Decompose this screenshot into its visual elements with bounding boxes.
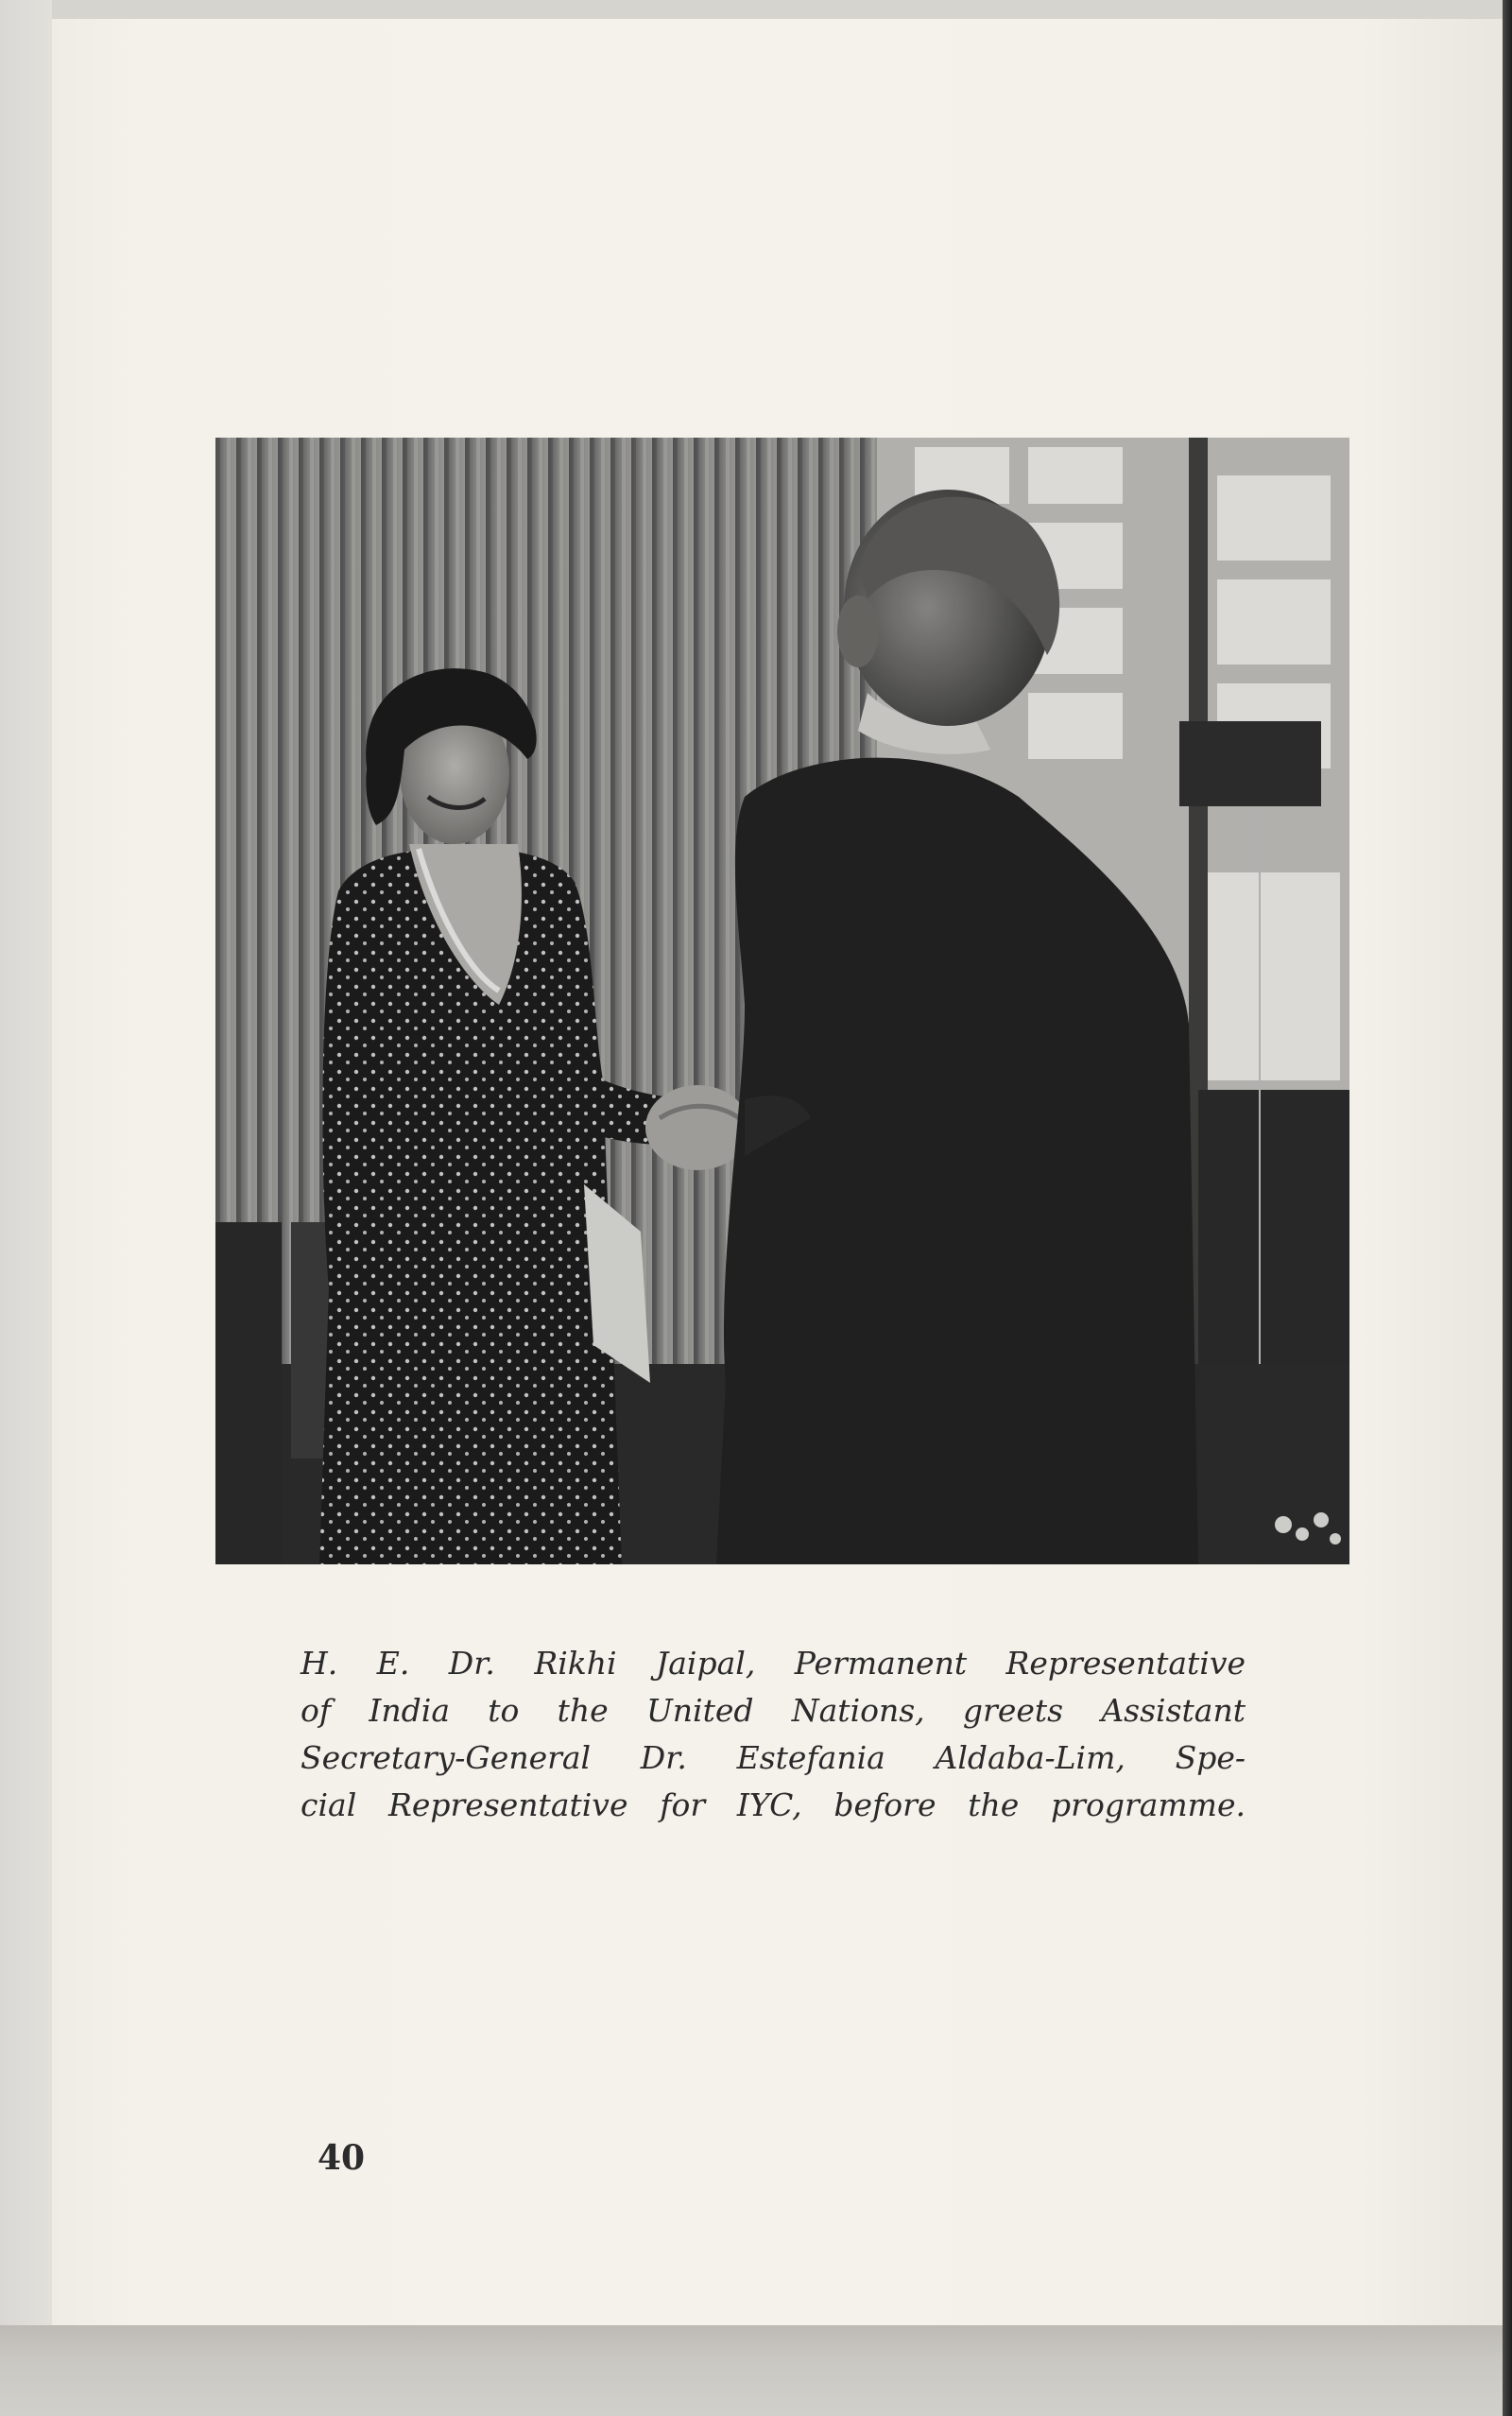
photo-caption	[301, 1640, 1246, 1829]
caption-line-2: of India to the United Nations, greets Assistant	[301, 1692, 1246, 1729]
book-spine-edge	[1503, 0, 1512, 2416]
page-number: 40	[318, 2138, 366, 2178]
photograph	[215, 438, 1349, 1564]
caption-line-1: H. E. Dr. Rikhi Jaipal, Permanent Representative	[301, 1645, 1246, 1682]
caption-line-4: cial Representative for IYC, before the programme.	[301, 1786, 1246, 1823]
scan-bottom-margin	[0, 2325, 1512, 2416]
caption-line-3: Secretary-General Dr. Estefania Aldaba-Lim, Spe-	[301, 1739, 1246, 1776]
scan-left-margin	[0, 0, 52, 2416]
